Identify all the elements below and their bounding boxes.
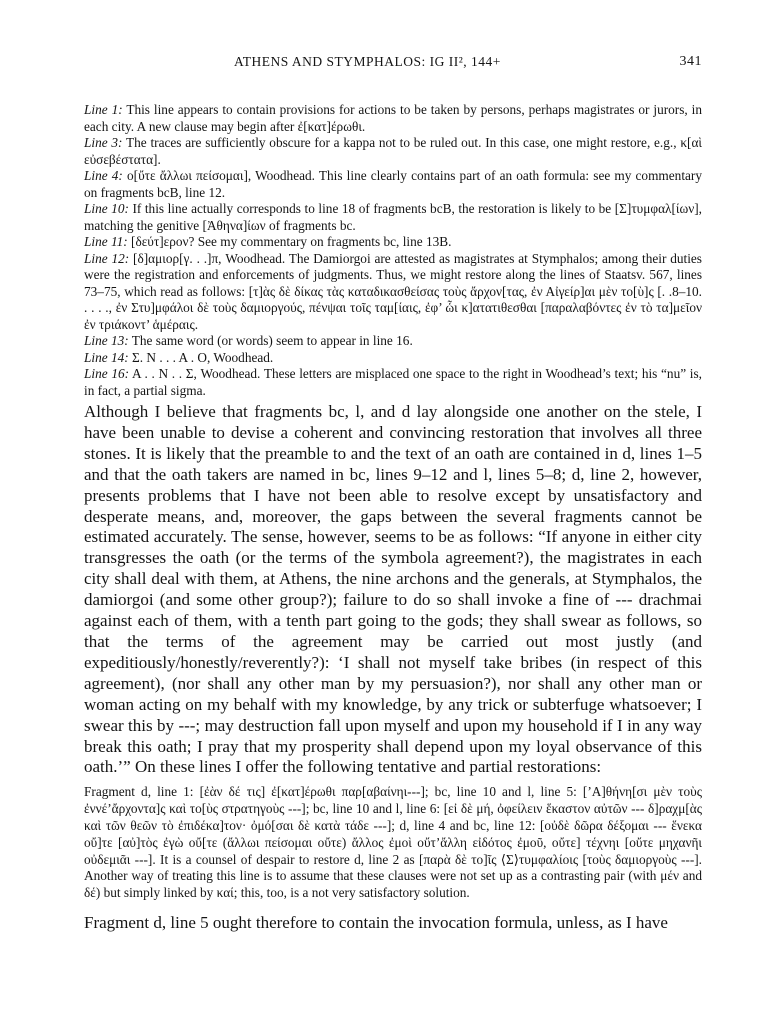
note-text: [δεύτ]ερον? See my commentary on fragments bc, line 13B.: [127, 234, 452, 249]
note-line-1: [84, 102, 702, 135]
note-line-10: [84, 201, 702, 234]
note-text: If this line actually corresponds to line 18 of fragments bcB, the restoration is likely to be [Σ]τυμφαλ[ίων], matching the genitive [Ἀθηνα]ίων of fragments bc.: [84, 201, 703, 233]
closing-paragraph: [84, 912, 702, 933]
note-text: The same word (or words) seem to appear in line 16.: [128, 333, 413, 348]
note-line-4: [84, 168, 702, 201]
note-line-14: [84, 350, 702, 367]
note-text: o[ὔτε ἄλλωι πείσομαι], Woodhead. This line clearly contains part of an oath formula: see my commentary on fragments bcB, line 12.: [84, 168, 702, 200]
note-label: Line 11:: [84, 234, 128, 249]
running-title: ATHENS AND STYMPHALOS: IG II², 144+: [234, 54, 501, 69]
note-text: A . . N . . Σ, Woodhead. These letters are misplaced one space to the right in Woodhead’s text; his “nu” is, in fact, a partial sigma.: [84, 366, 702, 398]
note-line-13: [84, 333, 702, 350]
note-text: [δ]αμιορ[γ. . .]π, Woodhead. The Damiorgoi are attested as magistrates at Stymphalos; among their duties were the registration and enforcements of judgments. Thus, we might restore along the lines of Staatsv. 567, lines 73–75, which read as follows: [τ]ὰς δὲ δίκας τὰς καταδικασθείσας τοὺς ἄρχον[τας, ἐν Αἰγείρ]αι μὲν το[ὺ]ς [. .8–10. . . . ., ἐν Στυ]μφάλοι δὲ τοὺς δαμιοργούς, πένψαι τοῖς ταμ[ίαις, ἐφ’ ὧι κ]ατατιθεσθαι [παραλαβόντες ἐν τὸ τα]μεῖον ἐν τριάκοντ’ ἁμέραις.: [84, 250, 702, 332]
restorations-paragraph: Fragment d, line 1: [ἐὰν δέ τις] ἐ[κατ]έρωθι παρ[αβαίνηι---]; bc, line 10 and l, line 5: [’A]θήνη[σι μὲν τοὺς ἐννέ’ἄρχοντα]ς καὶ το[ὺς στρατηγοὺς ---]; bc, line 10 and l, line 6: [εἰ δὲ μή, ὀφείλειν ἕκαστον αὐτῶν --- δ]ραχμ[ὰς καὶ τῶν θεῶν τὸ ἐπιδέκα]τον· ὀμό[σαι δὲ κατὰ τάδε ---]; d, line 4 and bc, line 12: [οὐδὲ δῶρα δέξομαι --- ἕνεκα οὔ]τε [αὐ]τὸς ἐγὼ οὔ[τε (ἄλλωι πείσομαι οὔτε) ἄλλος ἐμοὶ οὔτ’ἄλλη εἰδότος ἐμοῦ, οὔτε] τέχνηι [οὔτε μηχανῆι οὐδεμιᾶι ---]. It is a counsel of despair to restore d, line 2 as [παρὰ δὲ το]ῖς ⟨Σ⟩τυμφαλίοις [τοὺς δαμιοργοὺς ---]. Another way of treating this line is to assume that these clauses were not set up as a contrasting pair (with μέν and δέ) but simply linked by καί; this, too, is a not very satisfactory solution.: [84, 784, 702, 901]
note-label: Line 13:: [84, 333, 129, 348]
restorations-block: [84, 784, 702, 902]
note-text: The traces are sufficiently obscure for a kappa not to be ruled out. In this case, one might restore, e.g., κ[αὶ εὐσεβέστατα].: [84, 135, 702, 167]
main-paragraph: [84, 402, 702, 778]
note-label: Line 3:: [84, 135, 123, 150]
note-label: Line 16:: [84, 366, 130, 381]
note-label: Line 4:: [84, 168, 123, 183]
closing-text: Fragment d, line 5 ought therefore to contain the invocation formula, unless, as I have: [84, 912, 668, 932]
running-head: [84, 54, 702, 76]
note-text: Σ. N . . . A . O, Woodhead.: [128, 349, 274, 365]
note-label: Line 14:: [84, 349, 129, 365]
page-number: 341: [679, 54, 702, 69]
note-text: This line appears to contain provisions for actions to be taken by persons, perhaps magistrates or jurors, in each city. A new clause may begin after ἐ[κατ]έρωθι.: [84, 102, 702, 134]
line-notes: [84, 102, 702, 399]
note-label: Line 12:: [84, 250, 130, 266]
note-label: Line 10:: [84, 201, 129, 216]
body-paragraph: Although I believe that fragments bc, l, and d lay alongside one another on the stele, I have been unable to devise a coherent and convincing restoration that involves all three stones. It is likely that the preamble to and the text of an oath are contained in d, lines 1–5 and that the oath takers are named in bc, lines 9–12 and l, lines 5–8; d, line 2, however, presents problems that I have not been able to resolve except by unsatisfactory and desperate means, and, moreover, the gaps between the several fragments cannot be estimated accurately. The sense, however, seems to be as follows: “If anyone in either city transgresses the oath (or the terms of the symbola agreement?), the magistrates in each city shall deal with them, at Athens, the nine archons and the generals, at Stymphalos, the damiorgoi (and some other group?); failure to do so shall invoke a fine of --- drachmai against each of them, with a tenth part going to the gods; they shall swear as follows, so that the terms of the agreement may be carried out most justly (and expeditiously/honestly/reverently?): ‘I shall not myself take bribes (in respect of this agreement), (nor shall any other man by my persuasion?), nor shall any other man or woman acting on my behalf with my knowledge, by any trick or subterfuge whatsoever; I swear this by ---; may destruction fall upon myself and upon my household if I in any way break this oath; I pray that my prosperity shall depend upon my loyal observance of this oath.’” On these lines I offer the following tentative and partial restorations:: [84, 402, 702, 777]
note-label: Line 1:: [84, 102, 123, 117]
note-line-3: [84, 135, 702, 168]
note-line-11: [84, 234, 702, 251]
note-line-12: [84, 251, 702, 334]
note-line-16: [84, 366, 702, 399]
